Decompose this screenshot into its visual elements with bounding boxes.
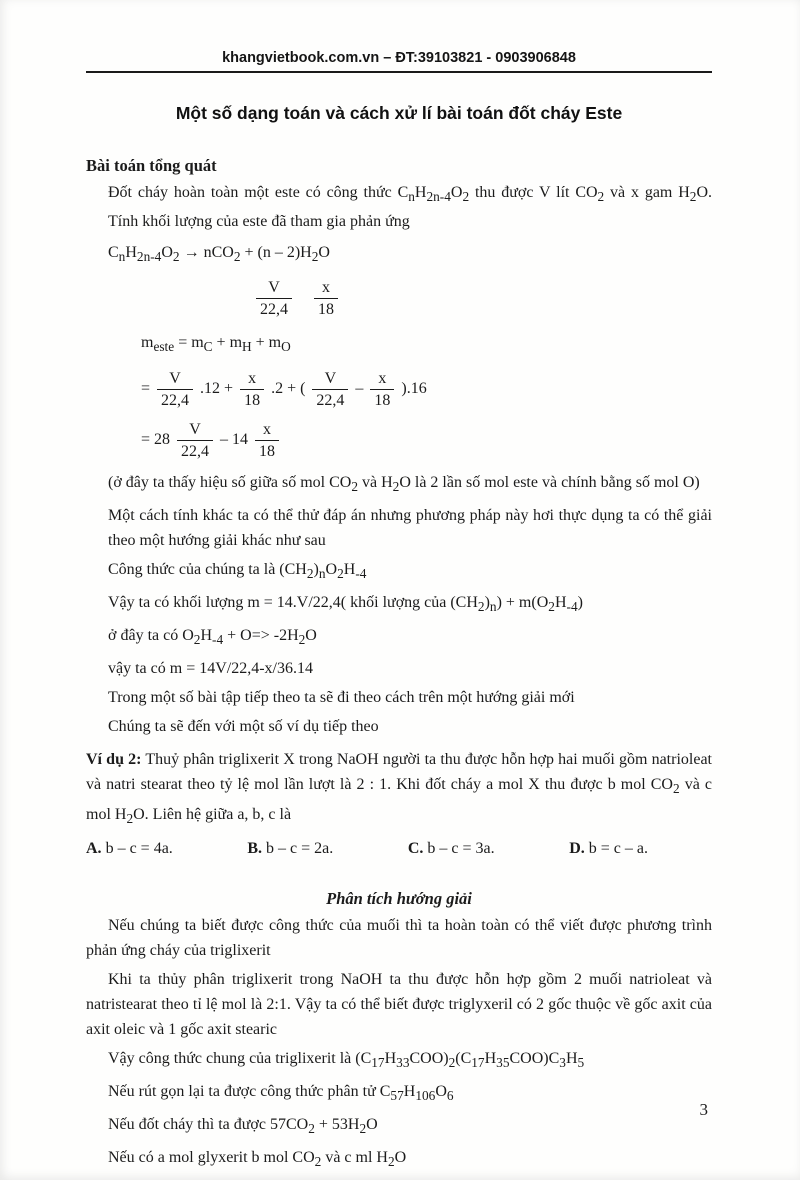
equation-text: = 28 <box>141 431 171 449</box>
answer-letter: B. <box>247 839 263 857</box>
equation-text: .2 + ( <box>271 380 306 398</box>
answer-text: b = c – a. <box>588 839 648 857</box>
page-number: 3 <box>699 1100 708 1119</box>
fraction-numerator: V <box>177 419 213 441</box>
example-2-text: Thuỷ phân triglixerit X trong NaOH người ta thu được hỗn hợp hai muối gồm natrioleat và natri stearat theo tỷ lệ mol lần lượt là 2 : 1. Khi đốt cháy a mol X thu được b mol $CO_2$ và c mol $H_2O$. Liên hệ giữa a, b, c là <box>86 751 713 826</box>
paragraph-mass-result: vậy ta có m = 14V/22,4-x/36.14 <box>108 660 313 678</box>
analysis-paragraph-3: Vậy công thức chung của triglixerit là $(C_{17}H_{33}COO)_2(C_{17}H_{35}COO)C_3H_5$ <box>108 1049 585 1070</box>
paragraph-alt-method: Một cách tính khác ta có thể thử đáp án nhưng phương pháp này hơi thực dụng ta có thể giải theo một hướng giải khác như sau <box>108 506 712 549</box>
fraction <box>157 368 193 411</box>
fraction-denominator: 18 <box>374 391 391 409</box>
paragraph-examples-intro: Chúng ta sẽ đến với một số ví dụ tiếp theo <box>108 718 379 736</box>
fraction-numerator: V <box>157 368 193 390</box>
fraction-numerator: V <box>256 277 292 299</box>
fraction-denominator: 22,4 <box>316 391 345 409</box>
paragraph-oxygen-note: ở đây ta có $O_2H_{-4} + O=> -2H_2O$ <box>108 627 317 648</box>
answer-option-b <box>247 836 333 861</box>
paragraph-note: (ở đây ta thấy hiệu số giữa số mol $CO_2$ và $H_2O$ là 2 lần số mol este và chính bằng số mol O) <box>108 473 700 494</box>
fraction <box>312 368 348 411</box>
analysis-paragraph-1: Nếu chúng ta biết được công thức của muối thì ta hoàn toàn có thể viết được phương trình phản ứng cháy của triglixerit <box>86 916 712 959</box>
answer-letter: C. <box>407 839 424 857</box>
fraction-denominator: 22,4 <box>161 391 190 409</box>
fraction <box>177 419 213 462</box>
fraction-numerator: x <box>240 368 264 390</box>
answer-option-a <box>86 836 173 861</box>
fraction <box>240 368 264 411</box>
fraction-denominator: 22,4 <box>260 301 288 319</box>
paragraph-formula-ch2: Công thức của chúng ta là $(CH_2)_nO_2H_{-4}$ <box>108 560 367 581</box>
fraction-denominator: 18 <box>318 301 334 319</box>
analysis-paragraph-5: Nếu đốt cháy thì ta được $57CO_2 + 53H_2O$ <box>108 1116 378 1137</box>
page-header <box>86 0 712 73</box>
mol-fraction-row <box>256 277 712 320</box>
answer-option-d <box>569 836 648 861</box>
header-website-text: khangvietbook.com.vn – ĐT:39103821 - 0903906848 <box>222 50 576 66</box>
answer-options-row <box>86 836 712 861</box>
answer-option-c <box>408 836 495 861</box>
answer-letter: D. <box>569 839 585 857</box>
mass-simplified-equation <box>141 419 712 462</box>
mass-sum-equation: $m_{este} = m_C + m_H + m_O$ <box>141 334 291 355</box>
answer-letter: A. <box>86 839 102 857</box>
paragraph-mass-expression: Vậy ta có khối lượng m = 14.V/22,4( khối lượng của $(CH_2)_n) + m(O_2H_{-4})$ <box>108 593 583 615</box>
equation-text: ).16 <box>401 380 427 398</box>
answer-text: b – c = 3a. <box>427 839 495 857</box>
example-2-paragraph <box>86 747 712 830</box>
fraction-denominator: 22,4 <box>181 442 210 460</box>
analysis-paragraph-6: Nếu có a mol glyxerit b mol $CO_2$ và c ml $H_2O$ <box>108 1149 407 1170</box>
fraction-co2-mol <box>256 277 292 320</box>
equation-text: = <box>141 380 151 398</box>
fraction-h2o-mol <box>314 277 338 320</box>
equation-text: .12 + <box>200 380 234 398</box>
section-heading-general-problem: Bài toán tổng quát <box>86 156 217 175</box>
fraction-numerator: x <box>370 368 394 390</box>
equation-text: – 14 <box>220 431 249 449</box>
fraction-denominator: 18 <box>244 391 261 409</box>
analysis-paragraph-2: Khi ta thủy phân triglixerit trong NaOH ta thu được hỗn hợp gồm 2 muối natrioleat và natristearat theo tỉ lệ mol là 2:1. Vậy ta có thể biết được triglyxeril có 2 gốc thuộc về gốc axit của axit oleic và 1 gốc axit stearic <box>86 970 712 1038</box>
fraction <box>255 419 279 462</box>
mass-expansion-equation <box>141 368 712 411</box>
fraction-denominator: 18 <box>259 442 276 460</box>
fraction <box>370 368 394 411</box>
example-2-label: Ví dụ 2: <box>86 751 142 769</box>
page-title: Một số dạng toán và cách xử lí bài toán đốt cháy Este <box>175 103 623 123</box>
answer-text: b – c = 4a. <box>105 839 173 857</box>
equation-text: – <box>355 380 364 398</box>
paragraph-problem-statement: Đốt cháy hoàn toàn một este có công thức $C_nH_{2n-4}O_2$ thu được V lít $CO_2$ và x gam $H_2O$. Tính khối lượng của este đã tham gia phản ứng <box>108 184 712 231</box>
fraction-numerator: V <box>312 368 348 390</box>
analysis-paragraph-4: Nếu rút gọn lại ta được công thức phân tử $C_{57}H_{106}O_6$ <box>108 1082 454 1104</box>
analysis-heading: Phân tích hướng giải <box>326 888 472 908</box>
fraction-numerator: x <box>314 277 338 299</box>
header-rule <box>86 71 712 73</box>
paragraph-next-steps: Trong một số bài tập tiếp theo ta sẽ đi theo cách trên một hướng giải mới <box>108 689 575 707</box>
fraction-numerator: x <box>255 419 279 441</box>
reaction-equation: $C_nH_{2n-4}O_2 \to nCO_2 + (n - 2)H_2O$ <box>108 244 330 265</box>
answer-text: b – c = 2a. <box>266 839 334 857</box>
